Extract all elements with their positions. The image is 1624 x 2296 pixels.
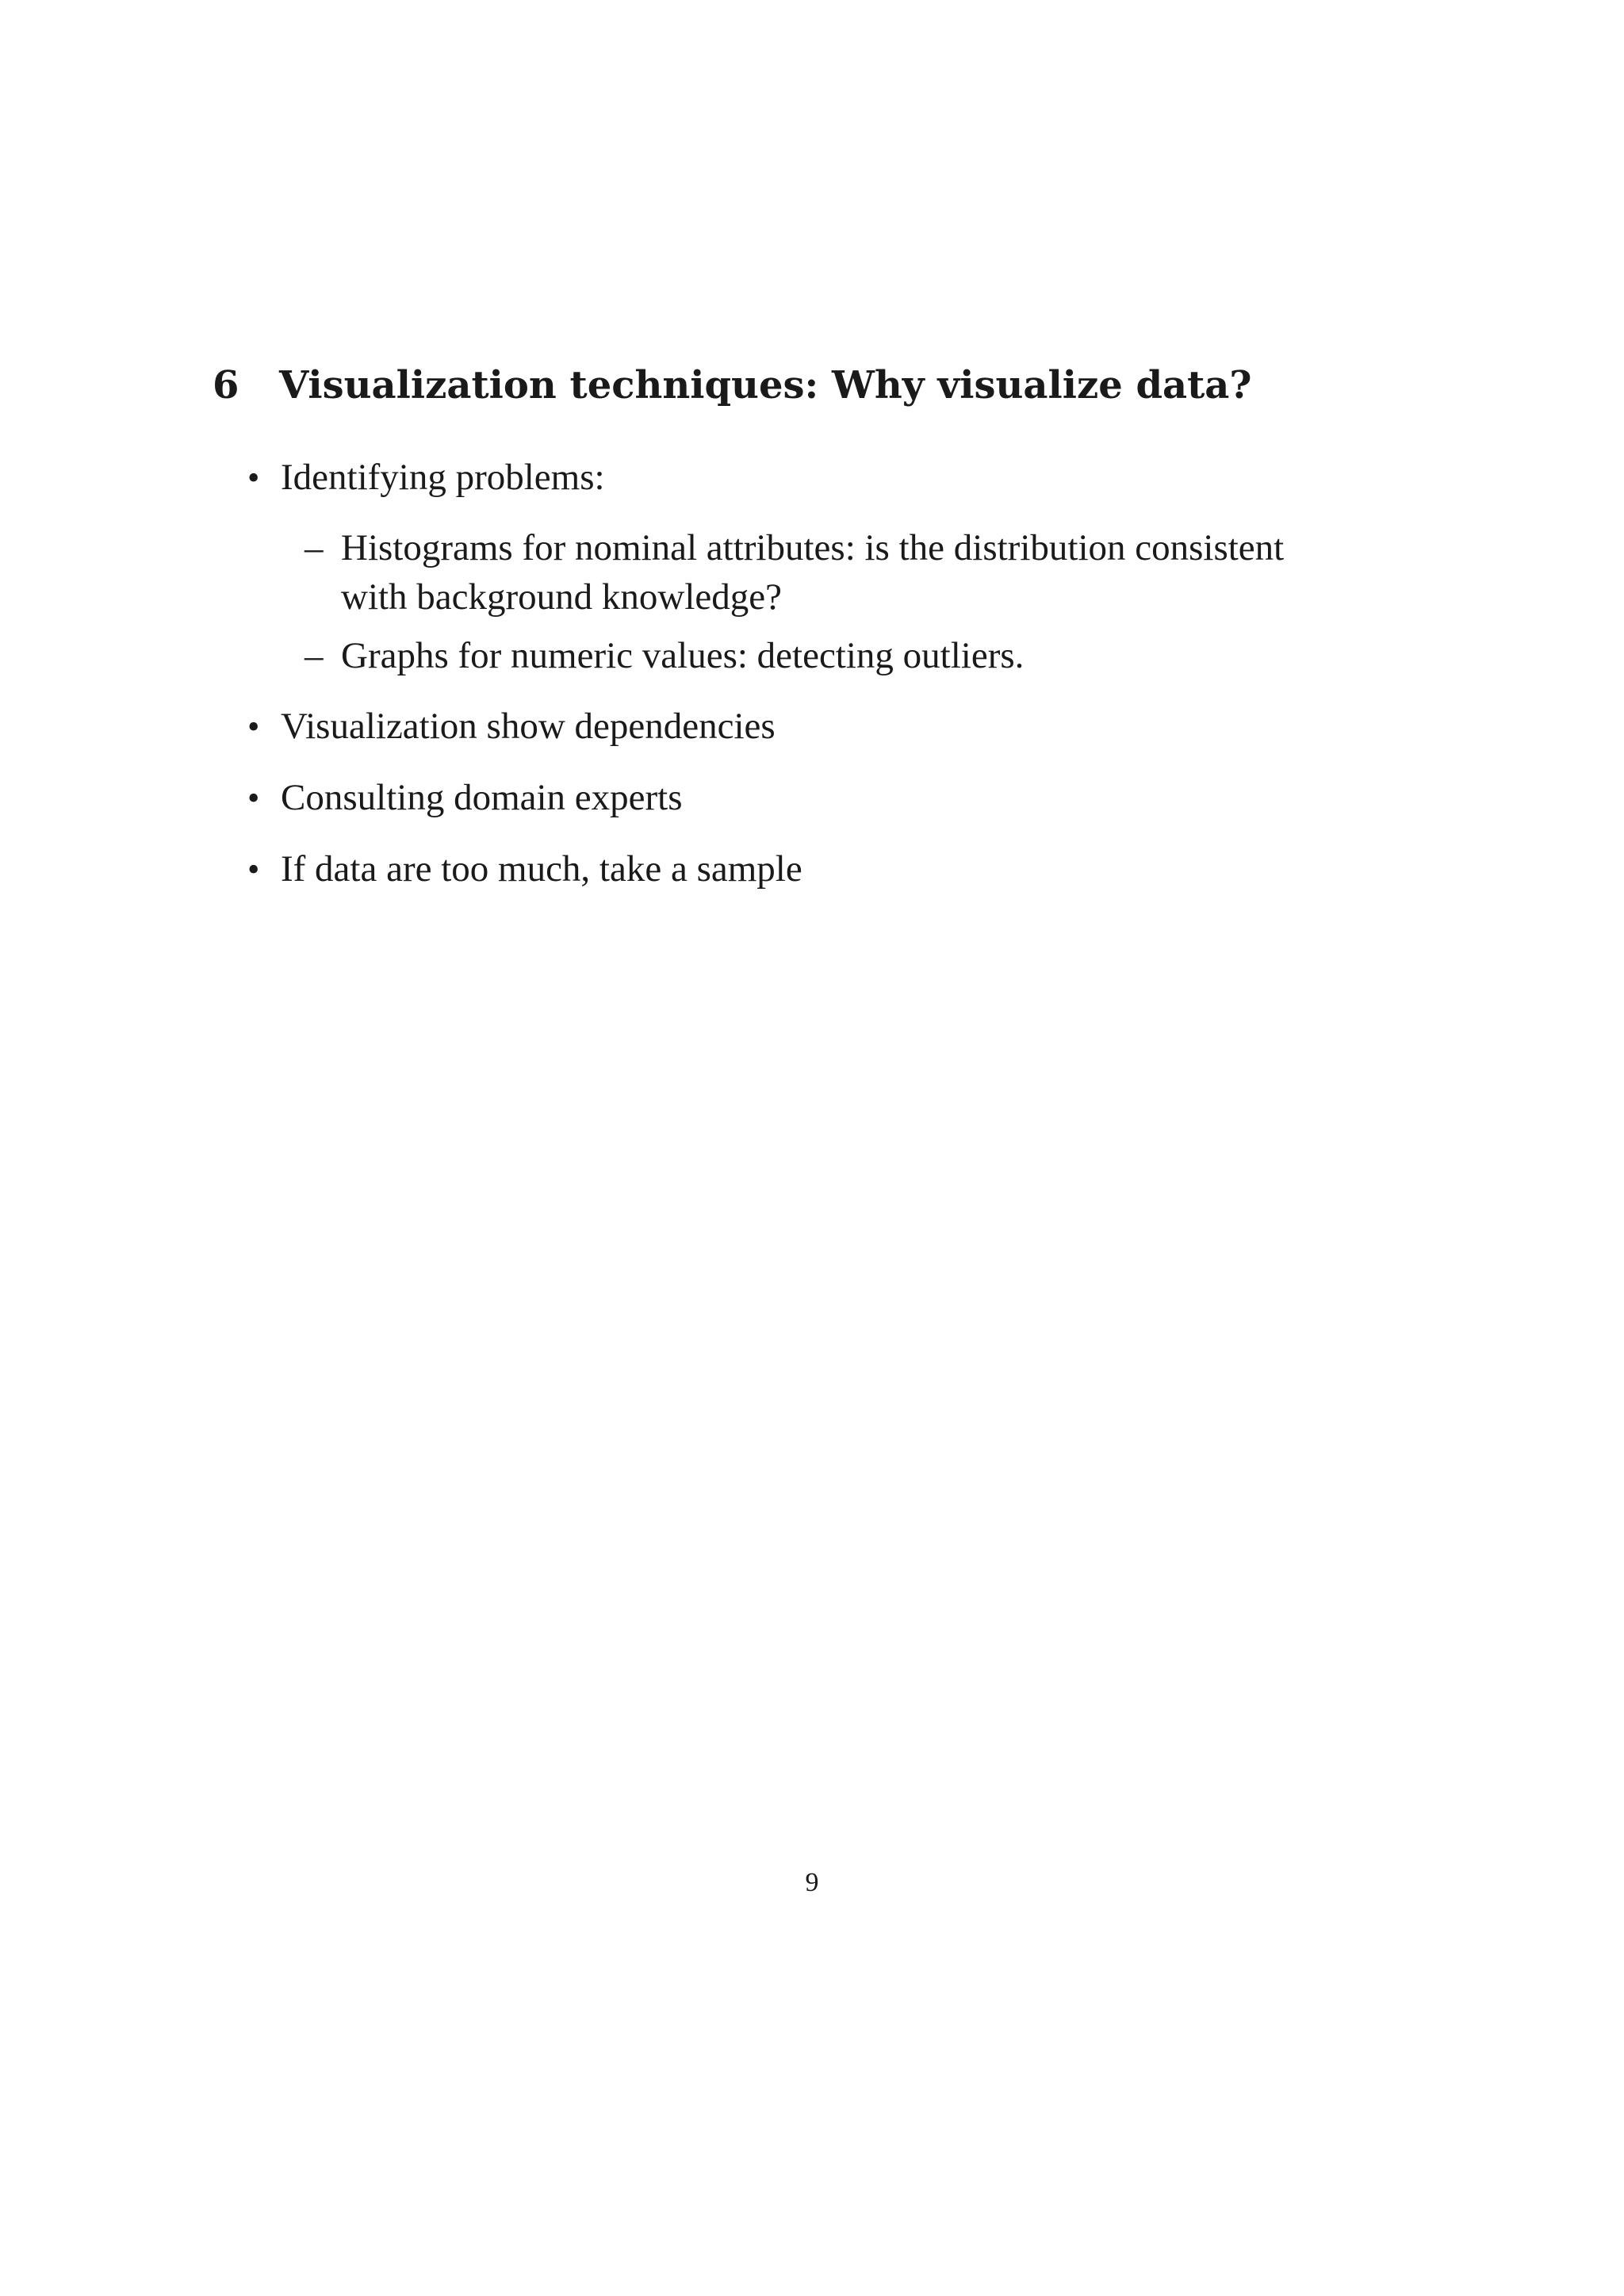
list-item: [247, 845, 802, 894]
dash-marker: –: [304, 527, 324, 568]
section-number: 6: [213, 363, 239, 408]
list-item-text: Visualization show dependencies: [281, 706, 776, 747]
bullet-marker: •: [247, 779, 260, 817]
section-title: Visualization techniques: Why visualize data?: [279, 363, 1252, 408]
bullet-marker: •: [247, 458, 260, 497]
list-item: [247, 774, 683, 822]
bullet-marker: •: [247, 707, 260, 746]
list-item-text: If data are too much, take a sample: [281, 848, 802, 890]
dash-marker: –: [304, 635, 324, 676]
list-item-text: Identifying problems:: [281, 457, 605, 498]
list-item-text: Consulting domain experts: [281, 777, 683, 818]
section-heading: [213, 362, 1561, 409]
sub-list-item-text: Histograms for nominal attributes: is the distribution consistent: [341, 527, 1285, 568]
sub-list-item-text: Graphs for numeric values: detecting outliers.: [341, 635, 1025, 676]
list-item: [247, 702, 776, 751]
sub-list-item: [304, 632, 1024, 679]
page-number: 9: [805, 1868, 819, 1897]
list-item: [247, 453, 605, 502]
sub-list-item-continuation: with background knowledge?: [341, 576, 783, 618]
sub-list-item: [304, 524, 1284, 572]
bullet-marker: •: [247, 850, 260, 889]
